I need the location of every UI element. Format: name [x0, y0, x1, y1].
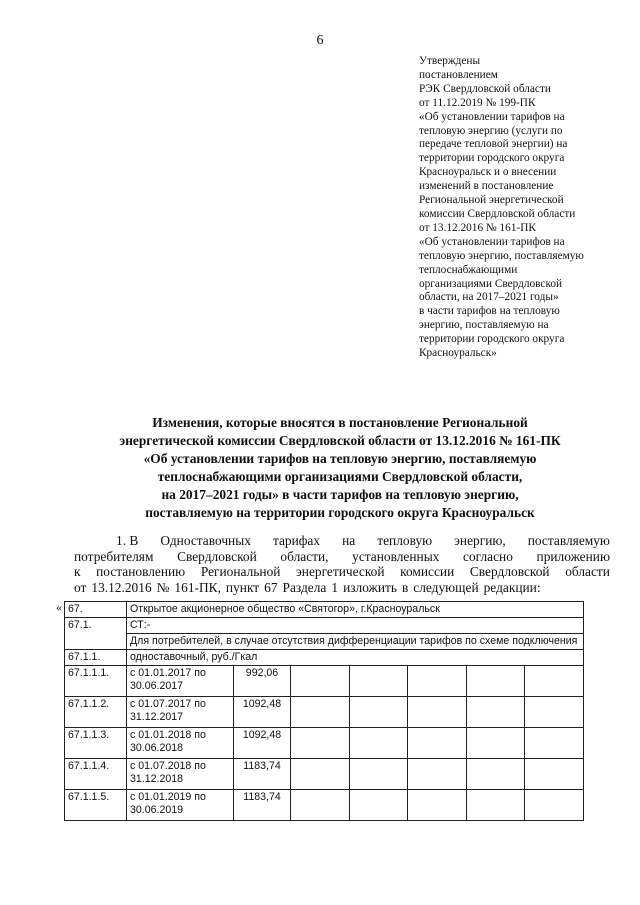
empty-cell [408, 697, 467, 728]
org-name: Открытое акционерное общество «Святогор», г.Красноуральск [127, 602, 584, 618]
empty-cell [525, 697, 584, 728]
approval-line: теплоснабжающими [419, 263, 518, 276]
row-value: 1183,74 [234, 759, 291, 790]
paragraph-word: на [342, 533, 356, 548]
paragraph-word: 1 [331, 579, 339, 595]
paragraph-word: 161-ПК, [174, 579, 221, 595]
paragraph-word: изложить [343, 579, 397, 595]
paragraph-word: комиссии [400, 564, 455, 580]
org-code: 67. [65, 602, 127, 618]
paragraph-line [74, 549, 610, 565]
table-row-org [65, 602, 584, 618]
title-line: на 2017–2021 годы» в части тарифов на тепловую энергию, [161, 487, 519, 502]
empty-cell [525, 728, 584, 759]
approval-line: территории городского округа [419, 152, 565, 165]
empty-cell [525, 759, 584, 790]
paragraph-word: пункт [225, 579, 260, 595]
row-code: 67.1.1.2. [65, 697, 127, 728]
st-label: СТ:- [127, 618, 584, 634]
empty-cell [466, 790, 525, 821]
paragraph-word: к [74, 564, 81, 580]
paragraph-word: Одноставочных [160, 533, 251, 548]
empty-cell [525, 790, 584, 821]
approval-block [419, 55, 619, 361]
amendment-paragraph [74, 533, 610, 595]
paragraph-word: Свердловской [177, 548, 257, 564]
empty-cell [291, 790, 350, 821]
table-row [65, 666, 584, 697]
approval-line: Региональной энергетической [419, 194, 564, 207]
approval-line: «Об установлении тарифов на [419, 110, 565, 123]
approval-line: от 11.12.2019 № 199-ПК [419, 96, 536, 109]
row-code: 67.1.1.5. [65, 790, 127, 821]
table-row [65, 728, 584, 759]
table-row-st [65, 618, 584, 634]
paragraph-word: Региональной [200, 564, 281, 580]
row-period: с 01.07.2017 по 31.12.2017 [127, 697, 234, 728]
paragraph-word: следующей [413, 579, 479, 595]
approval-line: области, на 2017–2021 годы» [419, 291, 559, 304]
row-period: с 01.01.2018 по 30.06.2018 [127, 728, 234, 759]
approval-line: в части тарифов на тепловую [419, 305, 560, 318]
empty-cell [349, 697, 408, 728]
empty-cell [291, 666, 350, 697]
approval-line: от 13.12.2016 № 161-ПК [419, 221, 536, 234]
row-value: 992,06 [234, 666, 291, 697]
row-code: 67.1.1.1. [65, 666, 127, 697]
paragraph-word: тарифах [272, 533, 321, 548]
rate-code: 67.1.1. [65, 650, 127, 666]
paragraph-word: области, [280, 548, 329, 564]
row-period: с 01.07.2018 по 31.12.2018 [127, 759, 234, 790]
row-code: 67.1.1.3. [65, 728, 127, 759]
title-line: поставляемую на территории городского округа Красноуральск [145, 505, 535, 520]
row-value: 1092,48 [234, 728, 291, 759]
paragraph-word: энергетической [296, 564, 385, 580]
title-line: Изменения, которые вносятся в постановление Региональной [152, 415, 528, 430]
title-line: теплоснабжающими организациями Свердловской области, [157, 469, 523, 484]
paragraph-word: в [401, 579, 409, 595]
consumers-label: Для потребителей, в случае отсутствия дифференциации тарифов по схеме подключения [127, 634, 584, 650]
approval-line: «Об установлении тарифов на [419, 235, 565, 248]
approval-line: постановлением [419, 68, 498, 81]
paragraph-word: тепловую [377, 533, 433, 548]
empty-cell [349, 790, 408, 821]
paragraph-word: области [565, 564, 610, 580]
empty-cell [349, 666, 408, 697]
paragraph-word: 1. В [116, 533, 139, 548]
st-code: 67.1. [65, 618, 127, 650]
paragraph-word: редакции: [483, 579, 541, 595]
paragraph-word: от [74, 579, 87, 595]
paragraph-line [74, 564, 610, 580]
approval-line: передаче тепловой энергии) на [419, 138, 568, 151]
table-row-rate [65, 650, 584, 666]
paragraph-word: приложению [536, 548, 610, 564]
empty-cell [291, 697, 350, 728]
row-period: с 01.01.2017 по 30.06.2017 [127, 666, 234, 697]
empty-cell [466, 759, 525, 790]
paragraph-word: постановлению [96, 564, 186, 580]
approval-line: Утверждены [419, 55, 481, 67]
empty-cell [408, 790, 467, 821]
table-row-consumers [65, 634, 584, 650]
approval-line: тепловую энергию, поставляемую [419, 249, 584, 262]
approval-line: территории городского округа [419, 333, 565, 346]
empty-cell [466, 728, 525, 759]
approval-line: изменений в постановление [419, 180, 554, 193]
paragraph-line [74, 533, 610, 549]
tariff-table [64, 601, 584, 821]
paragraph-word: № [156, 579, 170, 595]
approval-line: Красноуральск и о внесении [419, 166, 557, 179]
table-row [65, 790, 584, 821]
document-title [60, 414, 620, 522]
empty-cell [349, 759, 408, 790]
row-period: с 01.01.2019 по 30.06.2019 [127, 790, 234, 821]
empty-cell [408, 666, 467, 697]
paragraph-word: поставляемую [527, 533, 610, 548]
paragraph-word: потребителям [74, 548, 154, 564]
empty-cell [291, 759, 350, 790]
approval-line: энергию, поставляемую на [419, 319, 549, 332]
empty-cell [525, 666, 584, 697]
empty-cell [408, 728, 467, 759]
approval-line: тепловую энергию (услуги по [419, 124, 563, 137]
paragraph-word: согласно [463, 548, 513, 564]
title-line: энергетической комиссии Свердловской области от 13.12.2016 № 161-ПК [119, 433, 561, 448]
title-line: «Об установлении тарифов на тепловую энергию, поставляемую [143, 451, 537, 466]
approval-line: Красноуральск» [419, 347, 497, 360]
paragraph-line [74, 580, 610, 596]
paragraph-word: установленных [352, 548, 440, 564]
empty-cell [466, 666, 525, 697]
approval-line: организациями Свердловской [419, 277, 563, 290]
row-value: 1183,74 [234, 790, 291, 821]
paragraph-word: Свердловской [469, 564, 550, 580]
empty-cell [291, 728, 350, 759]
paragraph-word: 13.12.2016 [91, 579, 152, 595]
opening-quote: « [56, 600, 62, 614]
rate-label: одноставочный, руб./Гкал [127, 650, 584, 666]
paragraph-word: 67 [264, 579, 278, 595]
table-row [65, 697, 584, 728]
row-value: 1092,48 [234, 697, 291, 728]
empty-cell [349, 728, 408, 759]
paragraph-word: энергию, [454, 533, 506, 548]
page-number: 6 [316, 33, 324, 48]
table-row [65, 759, 584, 790]
approval-line: комиссии Свердловской области [419, 207, 576, 220]
paragraph-word: Раздела [282, 579, 327, 595]
empty-cell [466, 697, 525, 728]
empty-cell [408, 759, 467, 790]
approval-line: РЭК Свердловской области [419, 82, 551, 95]
row-code: 67.1.1.4. [65, 759, 127, 790]
